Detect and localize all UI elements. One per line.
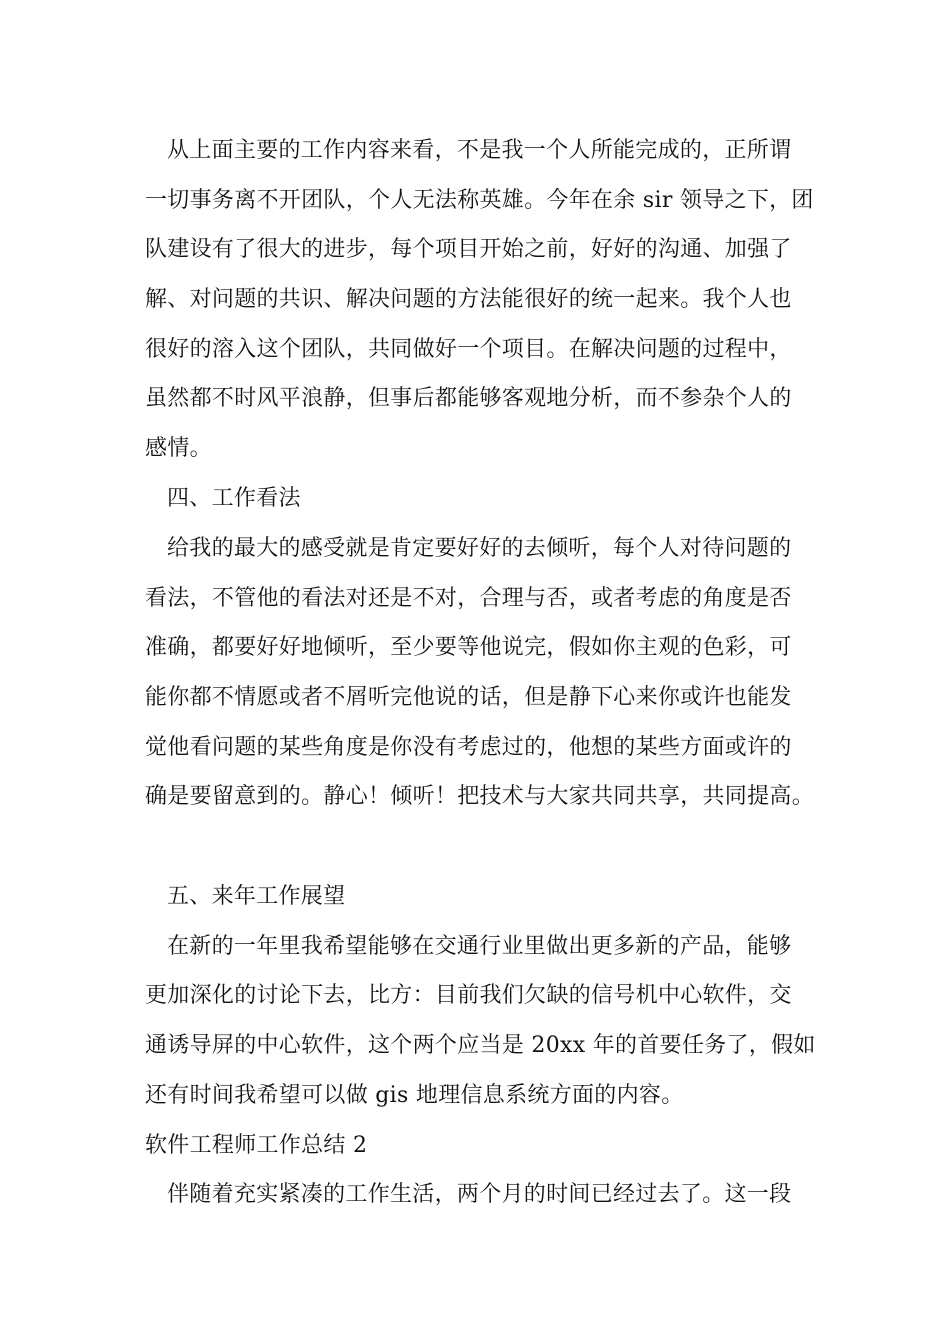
paragraph-1-line-6: 虽然都不时风平浪静，但事后都能够客观地分析，而不参杂个人的	[145, 386, 792, 411]
paragraph-1-line-2: 一切事务离不开团队，个人无法称英雄。今年在余 sir 领导之下，团	[145, 188, 814, 213]
paragraph-2-line-5: 觉他看问题的某些角度是你没有考虑过的，他想的某些方面或许的	[145, 735, 792, 760]
paragraph-1-line-1: 从上面主要的工作内容来看，不是我一个人所能完成的，正所谓	[167, 138, 792, 163]
paragraph-3-line-3: 通诱导屏的中心软件，这个两个应当是 20xx 年的首要任务了，假如	[145, 1033, 816, 1058]
section-heading-5: 五、来年工作展望	[167, 884, 346, 909]
paragraph-2-line-2: 看法，不管他的看法对还是不对，合理与否，或者考虑的角度是否	[145, 586, 792, 611]
paragraph-2-line-6: 确是要留意到的。静心！倾听！把技术与大家共同共享，共同提高。	[145, 784, 815, 809]
paragraph-2-line-4: 能你都不情愿或者不屑听完他说的话，但是静下心来你或许也能发	[145, 685, 792, 710]
paragraph-1-line-7: 感情。	[145, 436, 212, 461]
paragraph-4-line-1: 伴随着充实紧凑的工作生活，两个月的时间已经过去了。这一段	[167, 1182, 792, 1207]
paragraph-1-line-5: 很好的溶入这个团队，共同做好一个项目。在解决问题的过程中，	[145, 337, 792, 362]
paragraph-1-line-3: 队建设有了很大的进步，每个项目开始之前，好好的沟通、加强了	[145, 237, 792, 262]
paragraph-2-line-3: 准确，都要好好地倾听，至少要等他说完，假如你主观的色彩，可	[145, 635, 792, 660]
paragraph-3-line-1: 在新的一年里我希望能够在交通行业里做出更多新的产品，能够	[167, 934, 792, 959]
paragraph-1-line-4: 解、对问题的共识、解决问题的方法能很好的统一起来。我个人也	[145, 287, 792, 312]
paragraph-3-line-2: 更加深化的讨论下去，比方：目前我们欠缺的信号机中心软件，交	[145, 983, 792, 1008]
section-heading-4: 四、工作看法	[167, 486, 301, 511]
paragraph-3-line-4: 还有时间我希望可以做 gis 地理信息系统方面的内容。	[145, 1083, 684, 1108]
section-title: 软件工程师工作总结 2	[145, 1133, 368, 1158]
paragraph-2-line-1: 给我的最大的感受就是肯定要好好的去倾听，每个人对待问题的	[167, 536, 792, 561]
